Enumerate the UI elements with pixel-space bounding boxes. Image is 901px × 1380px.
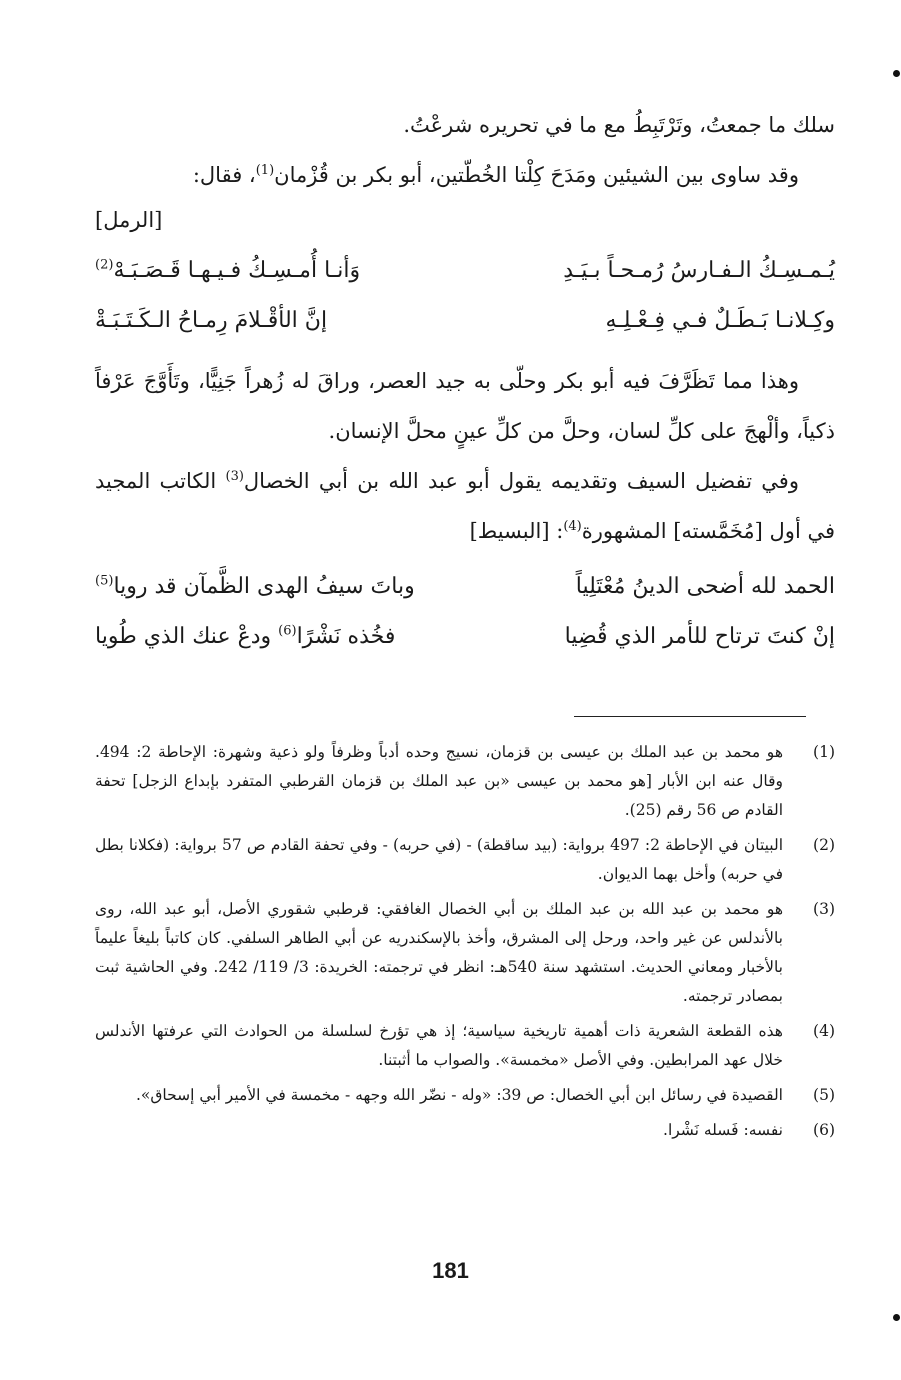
meter-label-ramal: [الرمل] xyxy=(95,208,163,232)
main-text xyxy=(95,100,835,672)
paragraph-4-text-c: : [البسيط] xyxy=(469,519,564,543)
footnote-ref-6[interactable]: (6) xyxy=(278,623,297,639)
footnote xyxy=(95,1116,835,1145)
footnote-text: البيتان في الإحاطة 2: 497 برواية: (بيد ساقطة) - (في حربه) - وفي تحفة القادم ص 57 برواية: (فكلانا بطل في حربه) وأخل بهما الديوان. xyxy=(95,836,784,883)
verse-hemistich-second-text: وَأنـا أُمـسِـكُ فـيـهـا قَـصَـبَـهْ xyxy=(113,258,361,283)
footnote-ref-3[interactable]: (3) xyxy=(225,469,244,484)
footnote-number: (1) xyxy=(813,743,835,761)
verse-line xyxy=(95,248,835,298)
verse-block-1 xyxy=(95,248,835,348)
footnote-ref-1[interactable]: (1) xyxy=(255,163,275,178)
paragraph-1 xyxy=(95,100,835,150)
footnote xyxy=(95,1017,835,1075)
footnote-number: (3) xyxy=(813,900,835,918)
verse-hemistich-second-text-b: ودعْ عنك الذي طُويا xyxy=(95,624,279,649)
paragraph-3 xyxy=(95,356,835,456)
footnote-number: (5) xyxy=(813,1086,835,1104)
margin-dot-top xyxy=(893,70,900,77)
footnote-ref-5[interactable]: (5) xyxy=(95,573,114,589)
verse-hemistich-first: الحمد لله أضحى الدينُ مُعْتَلِياً xyxy=(575,574,835,599)
footnote-number: (2) xyxy=(813,836,835,854)
footnote-text: هذه القطعة الشعرية ذات أهمية تاريخية سياسية؛ إذ هي تؤرخ لسلسلة من الحوادث التي عرفتها الأندلس خلال عهد المرابطين. وفي الأصل «مخمسة». والصواب ما أثبتنا. xyxy=(95,1022,783,1069)
verse-hemistich-first: يُـمـسِـكُ الـفـارسُ رُمـحـاً بـيَـدِ xyxy=(563,258,835,283)
footnote-divider xyxy=(574,716,806,717)
footnote-text: هو محمد بن عبد الله بن عبد الملك بن أبي الخصال الغافقي: قرطبي شقوري الأصل، أبو عبد الله، روى بالأندلس عن غير واحد، ورحل إلى المشرق، وأخذ بالإسكندريه عن أبي الطاهر السلفي. كان كاتباً بليغاً عليماً بالأخبار ومعاني الحديث. استشهد سنة 540هـ: انظر في ترجمته: الخريدة: 3/ 119/ 242. وفي الحاشية ثبت بمصادر ترجمته. xyxy=(95,900,783,1005)
footnote-text: القصيدة في رسائل ابن أبي الخصال: ص 39: «وله - نضّر الله وجهه - مخمسة في الأمير أبي إسحاق». xyxy=(135,1086,783,1104)
footnote-text: نفسه: فَسله نَشْرا. xyxy=(663,1121,783,1139)
verse-line xyxy=(95,298,835,348)
paragraph-2 xyxy=(95,150,835,200)
paragraph-2-text-b: ، فقال: xyxy=(192,163,256,187)
paragraph-4-text-b: الكاتب المجيد في أول [مُخَمَّسته] المشهورة xyxy=(95,469,835,543)
paragraph-4-text-a: وفي تفضيل السيف وتقديمه يقول أبو عبد الله بن أبي الخصال xyxy=(243,469,799,493)
margin-dot-bottom xyxy=(893,1314,900,1321)
footnote-text: هو محمد بن عبد الملك بن عيسى بن قزمان، نسيج وحده أدباً وظرفاً ولو ذعية وشهرة: الإحاطة 2: 494. وقال عنه ابن الأبار [هو محمد بن عيسى «بن عبد الملك بن قزمان القرطبي المتفرد بإبداع الزجل] تحفة القادم ص 56 رقم (25). xyxy=(95,743,783,819)
verse-hemistich-first: إنْ كنتَ ترتاح للأمر الذي قُضِيا xyxy=(564,624,835,649)
verse-line xyxy=(95,614,835,664)
footnote xyxy=(95,895,835,1011)
verse-hemistich-second xyxy=(95,614,395,660)
paragraph-4 xyxy=(95,456,835,556)
verse-hemistich-second-text: وباتَ سيفُ الهدى الظَّمآن قد رويا xyxy=(113,574,415,599)
footnotes xyxy=(95,738,835,1151)
paragraph-1-text: سلك ما جمعتُ، وتَرْتَبِطُ مع ما في تحريره شرعْتُ. xyxy=(403,113,835,137)
verse-line xyxy=(95,564,835,614)
paragraph-3-text: وهذا مما تَظَرَّفَ فيه أبو بكر وحلّى به جيد العصر، وراقَ له زُهراً جَنِيًّا، وتَأَوَّجَ عَرْفاً ذكياً، وألْهجَ على كلِّ لسان، وحلَّ من كلِّ عينٍ محلَّ الإنسان. xyxy=(95,369,835,443)
footnote xyxy=(95,1081,835,1110)
verse-hemistich-second xyxy=(95,564,415,610)
verse-hemistich-first: وكِـلانـا بَـطَـلٌ فـي فِـعْـلِـهِ xyxy=(605,308,835,333)
verse-hemistich-second xyxy=(95,248,360,294)
verse-hemistich-second: إنَّ الأقْـلامَ رِمـاحُ الـكَـتَـبَـةْ xyxy=(95,308,328,333)
paragraph-2-text-a: وقد ساوى بين الشيئين ومَدَحَ كِلْتا الخُطّتين، أبو بكر بن قُزْمان xyxy=(274,163,799,187)
footnote-number: (6) xyxy=(813,1121,835,1139)
footnote-ref-4[interactable]: (4) xyxy=(563,519,582,534)
footnote-ref-2[interactable]: (2) xyxy=(95,257,114,273)
page-number: 181 xyxy=(432,1258,469,1283)
footnote xyxy=(95,831,835,889)
footnote xyxy=(95,738,835,825)
footnote-number: (4) xyxy=(813,1022,835,1040)
verse-hemistich-second-text-a: فخُذه نَشْرًا xyxy=(296,624,396,649)
verse-block-2 xyxy=(95,564,835,664)
